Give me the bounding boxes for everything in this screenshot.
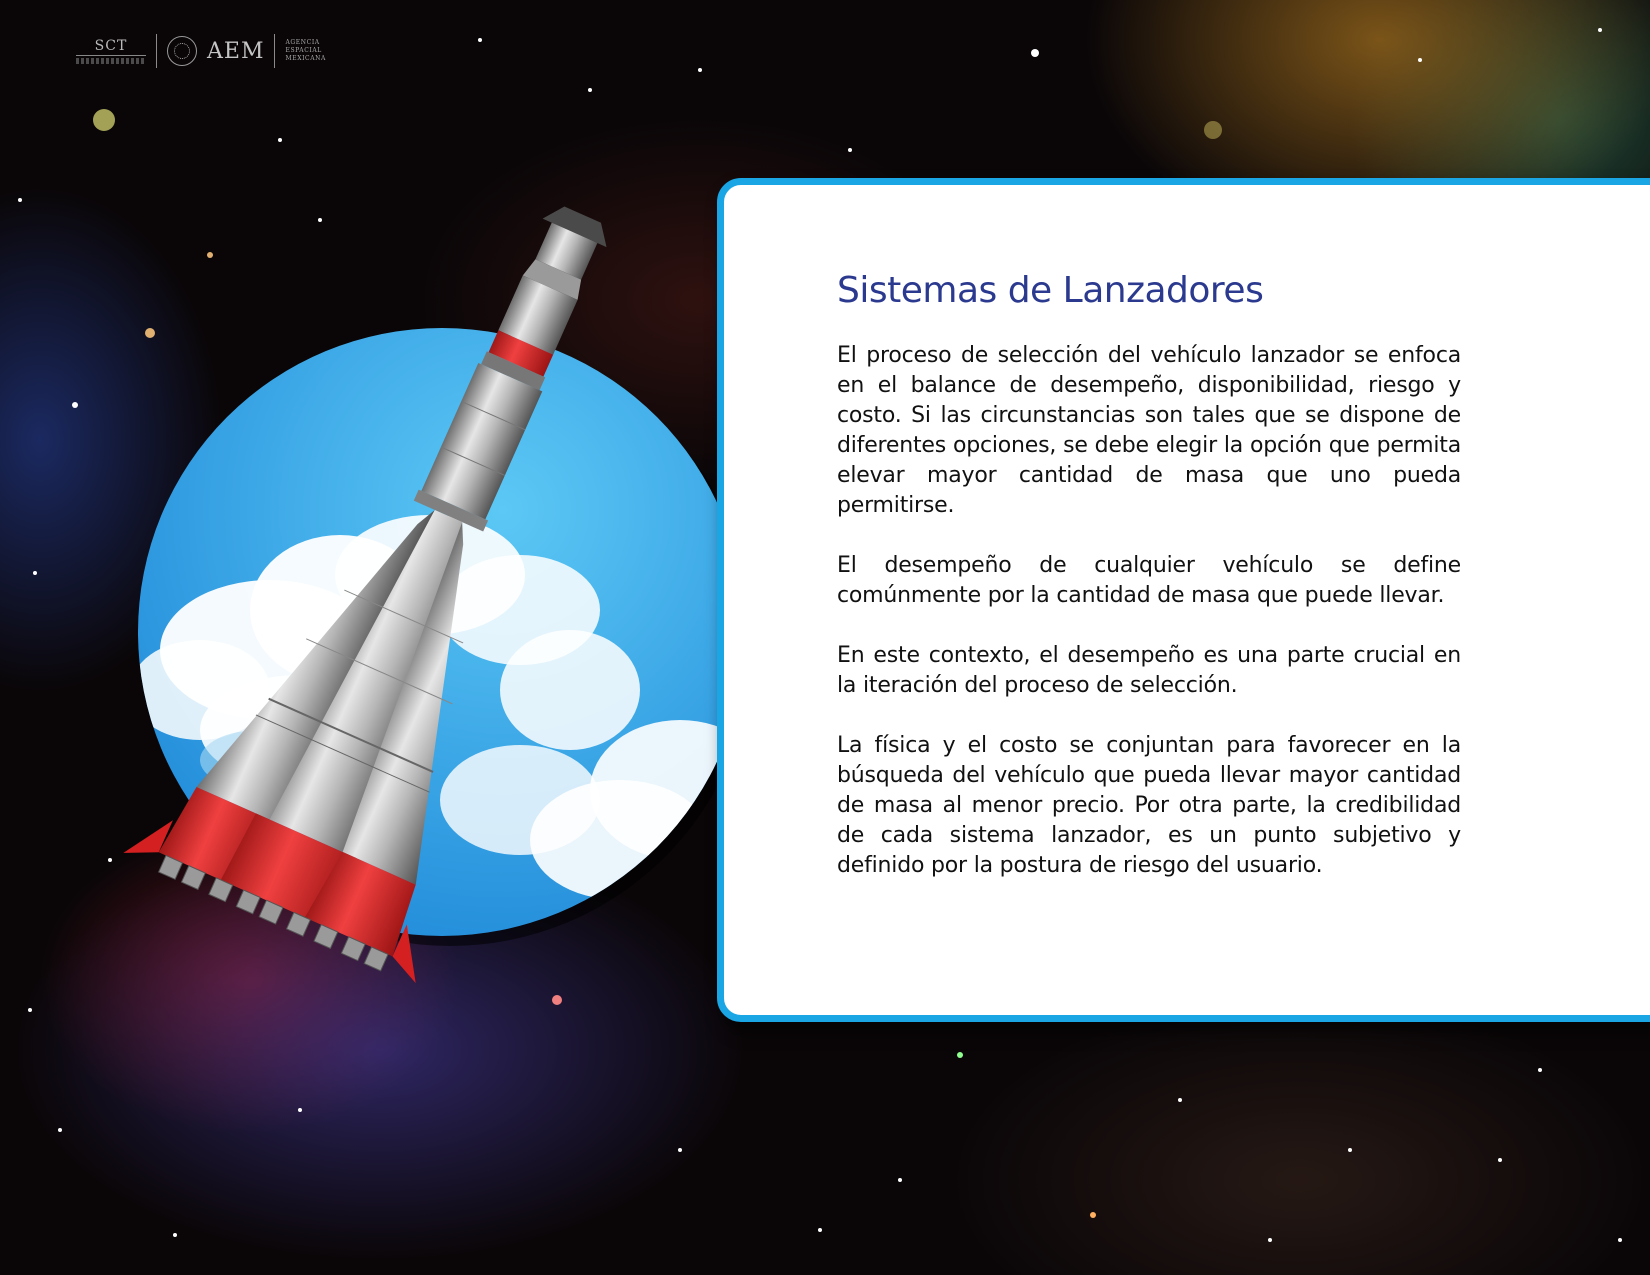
sct-logo-text: SCT	[94, 37, 128, 54]
body-paragraph: La física y el costo se conjuntan para favorecer en la búsqueda del vehículo que pueda llevar mayor cantidad de masa al menor precio. Por otra parte, la credibilidad de cada sistema lanzador, es un punto subjetivo y definido por la postura de riesgo del usuario.	[837, 733, 1461, 878]
card-content	[837, 270, 1461, 911]
agency-name-line: AGENCIA	[285, 39, 320, 46]
body-paragraph: En este contexto, el desempeño es una parte crucial en la iteración del proceso de selección.	[837, 643, 1461, 698]
agency-name-line: ESPACIAL	[285, 47, 322, 54]
page-title: Sistemas de Lanzadores	[837, 270, 1264, 311]
body-paragraph: El proceso de selección del vehículo lanzador se enfoca en el balance de desempeño, disponibilidad, riesgo y costo. Si las circunstancias son tales que se dispone de diferentes opciones, se debe elegir la opción que permita elevar mayor cantidad de masa que uno pueda permitirse.	[837, 343, 1461, 518]
aem-logo-text: AEM	[207, 38, 265, 64]
body-paragraph: El desempeño de cualquier vehículo se define comúnmente por la cantidad de masa que puede llevar.	[837, 553, 1461, 608]
agency-name-line: MEXICANA	[285, 55, 326, 62]
